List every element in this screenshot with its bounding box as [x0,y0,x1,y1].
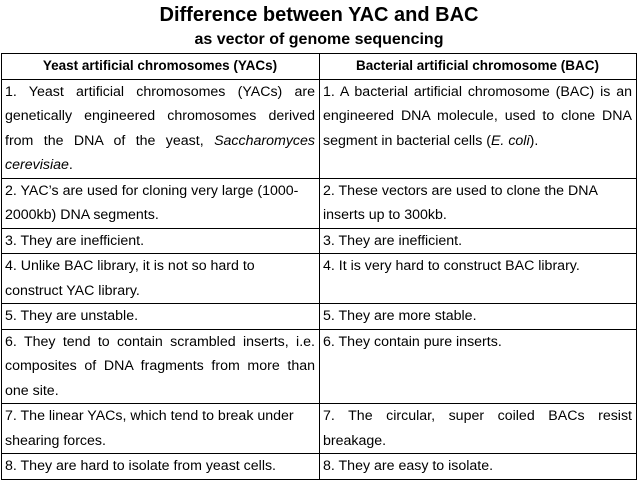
table-row [2,329,637,404]
comparison-table [1,53,637,480]
yac-cell: 6. They tend to contain scrambled inserts, i.e. composites of DNA fragments from more than one site. [2,329,320,404]
bac-cell: 2. These vectors are used to clone the DNA inserts up to 300kb. [320,178,637,228]
bac-cell: 4. It is very hard to construct BAC library. [320,254,637,304]
bac-cell: 8. They are easy to isolate. [320,454,637,480]
bac-cell: 1. A bacterial artificial chromosome (BAC) is an engineered DNA molecule, used to clone DNA segment in bacterial cells (E. coli). [320,79,637,178]
yac-cell: 8. They are hard to isolate from yeast cells. [2,454,320,480]
yac-cell: 3. They are inefficient. [2,228,320,254]
table-row [2,178,637,228]
yac-cell: 7. The linear YACs, which tend to break under shearing forces. [2,404,320,454]
yac-cell: 4. Unlike BAC library, it is not so hard to construct YAC library. [2,254,320,304]
table-header-row [2,54,637,80]
table-row [2,454,637,480]
table-row [2,404,637,454]
bac-cell: 5. They are more stable. [320,304,637,330]
table-row [2,228,637,254]
bac-cell: 3. They are inefficient. [320,228,637,254]
column-header-bac: Bacterial artificial chromosome (BAC) [320,54,637,80]
bac-cell: 6. They contain pure inserts. [320,329,637,404]
yac-cell: 1. Yeast artificial chromosomes (YACs) are genetically engineered chromosomes derived from the DNA of the yeast, Saccharomyces cerevisiae. [2,79,320,178]
table-row [2,254,637,304]
table-row [2,79,637,178]
table-row [2,304,637,330]
page-subtitle: as vector of genome sequencing [194,31,444,48]
column-header-yac: Yeast artificial chromosomes (YACs) [2,54,320,80]
yac-cell: 2. YAC’s are used for cloning very large (1000-2000kb) DNA segments. [2,178,320,228]
yac-cell: 5. They are unstable. [2,304,320,330]
page-title: Difference between YAC and BAC [159,4,479,26]
bac-cell: 7. The circular, super coiled BACs resist breakage. [320,404,637,454]
